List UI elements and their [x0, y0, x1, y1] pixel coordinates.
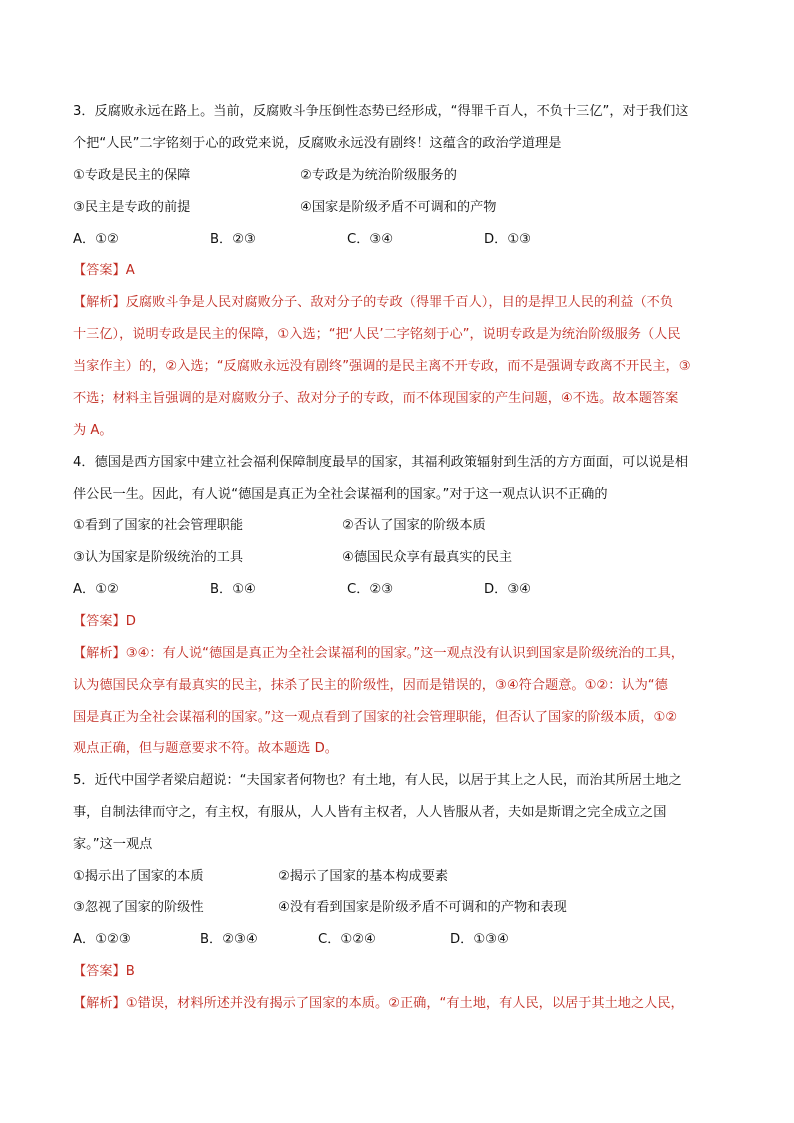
q4-answer-label: 【答案】 [73, 614, 126, 629]
q5-answer [73, 961, 135, 983]
q4-item-4: ④德国民众享有最真实的民主 [342, 550, 513, 565]
q5-analysis-text-1: ①错误，材料所述并没有揭示了国家的本质。②正确，“有土地，有人民，以居于其土地之人民， [125, 996, 684, 1011]
q5-choice-c: C．①②④ [318, 932, 376, 947]
q3-choice-d: D．①③ [484, 232, 531, 247]
q3-analysis-line-2: 十三亿），说明专政是民主的保障，①入选；“把‘人民’二字铭刻于心”，说明专政是为统治阶级服务（人民 [73, 327, 681, 342]
q5-analysis-line-1 [73, 993, 684, 1015]
q4-choice-c: C．②③ [347, 582, 394, 597]
q3-choice-b: B．②③ [210, 232, 256, 247]
q4-stem-line-1: 4．德国是西方国家中建立社会福利保障制度最早的国家，其福利政策辐射到生活的方方面面，可以说是相 [73, 455, 689, 470]
q3-analysis-label: 【解析】 [73, 295, 126, 310]
q3-stem-line-1: 3．反腐败永远在路上。当前，反腐败斗争压倒性态势已经形成，“得罪千百人，不负十三亿”，对于我们这 [73, 104, 689, 119]
q3-analysis-text-1: 反腐败斗争是人民对腐败分子、敌对分子的专政（得罪千百人），目的是捍卫人民的利益（不负 [125, 295, 674, 310]
q5-item-1: ①揭示出了国家的本质 [73, 869, 204, 884]
q5-stem-line-2: 事，自制法律而守之，有主权，有服从，人人皆有主权者，人人皆服从者，夫如是斯谓之完全成立之国 [73, 805, 667, 820]
q4-analysis-line-3: 国是真正为全社会谋福利的国家。”这一观点看到了国家的社会管理职能，但否认了国家的阶级本质，①② [73, 710, 678, 725]
q3-analysis-line-3: 当家作主）的，②入选；“反腐败永远没有剧终”强调的是民主离不开专政，而不是强调专政离不开民主，③ [73, 359, 691, 374]
q3-analysis-line-5: 为 A。 [73, 423, 113, 438]
q5-item-2: ②揭示了国家的基本构成要素 [278, 869, 449, 884]
q5-analysis-label: 【解析】 [73, 996, 126, 1011]
q3-item-1: ①专政是民主的保障 [73, 168, 191, 183]
q4-stem-line-2: 伴公民一生。因此，有人说“德国是真正为全社会谋福利的国家。”对于这一观点认识不正确的 [73, 487, 608, 502]
q5-stem-line-1: 5．近代中国学者梁启超说：“夫国家者何物也？有土地，有人民，以居于其上之人民，而治其所居土地之 [73, 773, 682, 788]
q3-analysis-line-1 [73, 292, 673, 314]
q4-item-2: ②否认了国家的阶级本质 [342, 518, 486, 533]
q4-choice-a: A．①② [73, 582, 119, 597]
q4-analysis-label: 【解析】 [73, 646, 126, 661]
q3-analysis-line-4: 不选；材料主旨强调的是对腐败分子、敌对分子的专政，而不体现国家的产生问题，④不选。故本题答案 [73, 391, 679, 406]
q3-item-4: ④国家是阶级矛盾不可调和的产物 [300, 200, 497, 215]
q5-choice-d: D．①③④ [450, 932, 509, 947]
q5-choice-b: B．②③④ [200, 932, 258, 947]
q4-analysis-line-1 [73, 643, 684, 665]
q3-item-3: ③民主是专政的前提 [73, 200, 191, 215]
q5-stem-line-3: 家。”这一观点 [73, 837, 153, 852]
q4-item-1: ①看到了国家的社会管理职能 [73, 518, 244, 533]
q3-answer-value: A [125, 263, 135, 278]
q5-answer-value: B [125, 964, 135, 979]
q5-item-4: ④没有看到国家是阶级矛盾不可调和的产物和表现 [278, 900, 567, 915]
q3-answer-label: 【答案】 [73, 263, 126, 278]
q3-choice-c: C．③④ [347, 232, 394, 247]
q3-stem-line-2: 个把“人民”二字铭刻于心的政党来说，反腐败永远没有剧终！这蕴含的政治学道理是 [73, 136, 562, 151]
q3-item-2: ②专政是为统治阶级服务的 [300, 168, 457, 183]
q5-answer-label: 【答案】 [73, 964, 126, 979]
q4-analysis-line-4: 观点正确，但与题意要求不符。故本题选 D。 [73, 741, 338, 756]
q5-choice-a: A．①②③ [73, 932, 131, 947]
q3-answer [73, 260, 135, 282]
q3-choice-a: A．①② [73, 232, 119, 247]
q4-answer [73, 611, 136, 633]
q4-analysis-text-1: ③④：有人说“德国是真正为全社会谋福利的国家。”这一观点没有认识到国家是阶级统治的工具， [125, 646, 684, 661]
q4-answer-value: D [125, 614, 136, 629]
q4-choice-d: D．③④ [484, 582, 531, 597]
q5-item-3: ③忽视了国家的阶级性 [73, 900, 204, 915]
q4-item-3: ③认为国家是阶级统治的工具 [73, 550, 244, 565]
q4-analysis-line-2: 认为德国民众享有最真实的民主，抹杀了民主的阶级性，因而是错误的，③④符合题意。①②：认为“德 [73, 678, 668, 693]
q4-choice-b: B．①④ [210, 582, 256, 597]
